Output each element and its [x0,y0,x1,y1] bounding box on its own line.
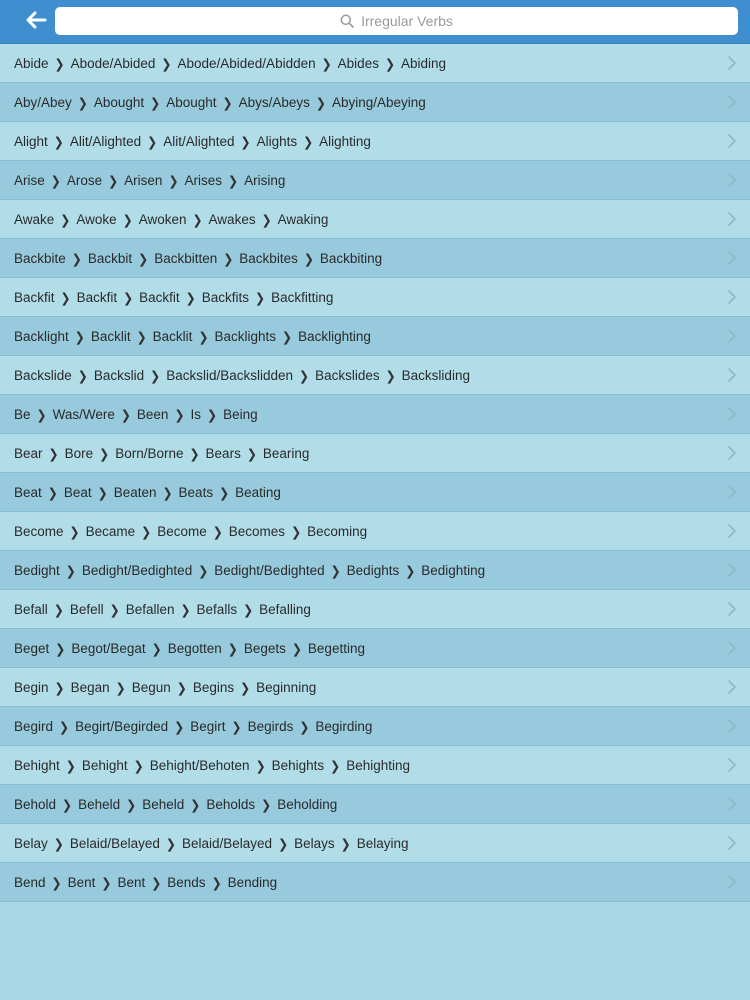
verb-forms [14,641,365,656]
separator-chevron-icon: ❯ [53,133,64,150]
separator-chevron-icon: ❯ [59,718,70,735]
separator-chevron-icon: ❯ [126,796,137,813]
verb-form: Behights [271,757,325,773]
verb-form: Backfit [14,289,55,305]
verb-row[interactable] [0,317,750,356]
verb-form: Backslides [315,367,380,383]
chevron-right-icon [727,484,737,500]
verb-forms [14,251,382,266]
verb-form: Backbitten [154,250,218,266]
verb-form: Beat [63,484,92,500]
verb-forms [14,524,367,539]
chevron-right-icon [727,640,737,656]
verb-form: Backlighting [298,328,371,344]
verb-forms [14,134,371,149]
separator-chevron-icon: ❯ [151,874,162,891]
separator-chevron-icon: ❯ [69,523,80,540]
chevron-right-icon [727,562,737,578]
separator-chevron-icon: ❯ [51,874,62,891]
separator-chevron-icon: ❯ [299,718,310,735]
verb-form: Backbiting [319,250,383,266]
separator-chevron-icon: ❯ [133,757,144,774]
separator-chevron-icon: ❯ [147,133,158,150]
separator-chevron-icon: ❯ [97,484,108,501]
verb-form: Befell [69,601,104,617]
separator-chevron-icon: ❯ [48,445,59,462]
separator-chevron-icon: ❯ [261,211,272,228]
verb-forms [14,563,485,578]
verb-form: Befalling [259,601,311,617]
verb-forms [14,407,258,422]
verb-form: Backlit [152,328,193,344]
verb-form: Backbite [14,250,66,266]
verb-form: Was/Were [52,406,115,422]
verb-form: Alit/Alighted [69,133,142,149]
separator-chevron-icon: ❯ [36,406,47,423]
verb-form: Alights [256,133,298,149]
separator-chevron-icon: ❯ [109,601,120,618]
verb-forms [14,485,281,500]
verb-row[interactable] [0,512,750,551]
separator-chevron-icon: ❯ [55,640,66,657]
verb-form: Begirt [190,718,226,734]
separator-chevron-icon: ❯ [185,289,196,306]
separator-chevron-icon: ❯ [74,328,85,345]
separator-chevron-icon: ❯ [384,55,396,72]
chevron-right-icon [727,718,737,734]
chevron-right-icon [727,94,737,110]
separator-chevron-icon: ❯ [47,484,58,501]
separator-chevron-icon: ❯ [261,796,272,813]
verb-form: Became [85,523,136,539]
chevron-right-icon [727,874,737,890]
chevron-right-icon [727,172,737,188]
separator-chevron-icon: ❯ [60,211,71,228]
separator-chevron-icon: ❯ [189,445,200,462]
verb-form: Become [157,523,207,539]
verb-row[interactable] [0,239,750,278]
verb-forms [14,875,277,890]
verb-form: Bore [64,445,94,461]
verb-form: Abys/Abeys [238,94,310,110]
verb-form: Begets [243,640,286,656]
verb-form: Bedight/Bedighted [81,562,193,578]
separator-chevron-icon: ❯ [219,484,230,501]
verb-form: Belay [14,835,48,851]
chevron-right-icon [727,367,737,383]
separator-chevron-icon: ❯ [165,835,176,852]
separator-chevron-icon: ❯ [53,835,64,852]
separator-chevron-icon: ❯ [174,406,185,423]
verb-form: Bedight [14,562,60,578]
chevron-right-icon [727,289,737,305]
verb-form: Backlight [14,328,69,344]
verb-form: Backlights [214,328,277,344]
verb-form: Begetting [307,640,365,656]
separator-chevron-icon: ❯ [108,172,119,189]
verb-form: Backfits [201,289,249,305]
verb-form: Beheld [142,796,185,812]
verb-row[interactable] [0,629,750,668]
separator-chevron-icon: ❯ [255,289,266,306]
separator-chevron-icon: ❯ [62,796,73,813]
separator-chevron-icon: ❯ [405,562,416,579]
verb-form: Beating [235,484,281,500]
search-input[interactable] [55,7,738,35]
verb-row[interactable] [0,83,750,122]
separator-chevron-icon: ❯ [101,874,112,891]
chevron-right-icon [727,445,737,461]
separator-chevron-icon: ❯ [211,874,222,891]
verb-form: Beheld [78,796,121,812]
verb-form: Bears [205,445,241,461]
separator-chevron-icon: ❯ [192,211,203,228]
verb-form: Begird [14,718,54,734]
verb-form: Be [14,406,31,422]
verb-form: Backslide [14,367,72,383]
verb-form: Begin [14,679,49,695]
verb-form: Backfitting [271,289,334,305]
separator-chevron-icon: ❯ [77,367,88,384]
verb-form: Behight [14,757,60,773]
separator-chevron-icon: ❯ [122,211,133,228]
verb-row[interactable] [0,356,750,395]
verb-form: Behold [14,796,57,812]
separator-chevron-icon: ❯ [53,601,64,618]
verb-forms [14,446,309,461]
separator-chevron-icon: ❯ [151,640,162,657]
verb-form: Bent [117,874,146,890]
verb-forms [14,95,426,110]
verb-form: Awake [14,211,55,227]
verb-form: Backfit [139,289,180,305]
verb-form: Alight [14,133,48,149]
verb-form: Arose [66,172,103,188]
verb-form: Abode/Abided [70,55,156,71]
verb-form: Begun [131,679,171,695]
verb-forms [14,797,337,812]
verb-form: Beginning [256,679,317,695]
verb-form: Abode/Abided/Abidden [177,55,316,71]
verb-form: Bends [167,874,206,890]
verb-form: Aby/Abey [14,94,72,110]
separator-chevron-icon: ❯ [231,718,242,735]
verb-form: Abides [337,55,379,71]
separator-chevron-icon: ❯ [65,562,76,579]
verb-form: Arise [14,172,45,188]
verb-form: Begirt/Begirded [75,718,169,734]
separator-chevron-icon: ❯ [303,250,314,267]
separator-chevron-icon: ❯ [385,367,396,384]
chevron-right-icon [727,55,737,71]
verb-row[interactable] [0,863,750,902]
verb-form: Abying/Abeying [331,94,426,110]
verb-form: Become [14,523,64,539]
verb-form: Awoke [76,211,117,227]
verb-forms [14,680,316,695]
chevron-right-icon [727,133,737,149]
verb-form: Behight [81,757,128,773]
separator-chevron-icon: ❯ [240,133,251,150]
verb-row[interactable] [0,590,750,629]
separator-chevron-icon: ❯ [198,562,209,579]
verb-row[interactable] [0,434,750,473]
back-arrow-icon [25,11,47,29]
verb-form: Belaying [356,835,409,851]
verb-form: Begirds [247,718,294,734]
verb-row[interactable] [0,707,750,746]
verb-forms [14,758,410,773]
verb-form: Born/Borne [115,445,184,461]
separator-chevron-icon: ❯ [141,523,152,540]
verb-form: Alighting [319,133,371,149]
verb-form: Begot/Begat [71,640,146,656]
separator-chevron-icon: ❯ [60,289,71,306]
separator-chevron-icon: ❯ [222,94,233,111]
separator-chevron-icon: ❯ [255,757,266,774]
verb-form: Behighting [346,757,411,773]
separator-chevron-icon: ❯ [190,796,201,813]
verb-form: Abought [93,94,145,110]
separator-chevron-icon: ❯ [303,133,314,150]
separator-chevron-icon: ❯ [315,94,326,111]
verb-form: Bent [67,874,96,890]
verb-form: Awoken [138,211,187,227]
verb-form: Bedighting [421,562,486,578]
verb-form: Beget [14,640,50,656]
separator-chevron-icon: ❯ [321,55,332,72]
separator-chevron-icon: ❯ [77,94,88,111]
separator-chevron-icon: ❯ [291,640,302,657]
verb-form: Begirding [315,718,373,734]
verb-form: Becoming [307,523,368,539]
separator-chevron-icon: ❯ [227,640,238,657]
separator-chevron-icon: ❯ [168,172,179,189]
verb-form: Befallen [125,601,175,617]
separator-chevron-icon: ❯ [120,406,131,423]
verb-form: Abiding [401,55,447,71]
verb-form: Backslid/Backslidden [166,367,294,383]
separator-chevron-icon: ❯ [174,718,185,735]
verb-forms [14,56,446,71]
separator-chevron-icon: ❯ [291,523,302,540]
verb-row[interactable] [0,668,750,707]
verb-form: Abought [166,94,217,110]
separator-chevron-icon: ❯ [243,601,254,618]
verb-form: Backbites [239,250,298,266]
verb-form: Beaten [113,484,157,500]
separator-chevron-icon: ❯ [207,406,218,423]
verb-form: Bear [14,445,43,461]
verb-row[interactable] [0,200,750,239]
verb-form: Backfit [76,289,118,305]
separator-chevron-icon: ❯ [123,289,134,306]
verb-form: Backsliding [401,367,470,383]
separator-chevron-icon: ❯ [150,367,161,384]
chevron-right-icon [727,523,737,539]
verb-list [0,44,750,902]
verb-form: Bend [14,874,46,890]
verb-form: Being [223,406,258,422]
separator-chevron-icon: ❯ [138,250,149,267]
verb-form: Begotten [167,640,222,656]
verb-forms [14,290,333,305]
verb-forms [14,836,409,851]
chevron-right-icon [727,796,737,812]
verb-form: Belaid/Belayed [181,835,273,851]
verb-row[interactable] [0,785,750,824]
separator-chevron-icon: ❯ [54,55,65,72]
verb-form: Arisen [124,172,163,188]
separator-chevron-icon: ❯ [65,757,76,774]
chevron-right-icon [727,328,737,344]
separator-chevron-icon: ❯ [198,328,209,345]
separator-chevron-icon: ❯ [71,250,82,267]
separator-chevron-icon: ❯ [330,562,341,579]
verb-forms [14,368,470,383]
separator-chevron-icon: ❯ [176,679,187,696]
separator-chevron-icon: ❯ [50,172,61,189]
verb-forms [14,602,311,617]
verb-row[interactable] [0,161,750,200]
magnifier-icon [340,14,354,28]
search-placeholder: Irregular Verbs [361,13,453,29]
verb-form: Bedights [346,562,400,578]
verb-row[interactable] [0,278,750,317]
chevron-right-icon [727,679,737,695]
verb-row[interactable] [0,395,750,434]
verb-row[interactable] [0,44,750,83]
separator-chevron-icon: ❯ [162,484,173,501]
verb-row[interactable] [0,473,750,512]
verb-form: Beholding [277,796,338,812]
verb-form: Begins [192,679,235,695]
verb-form: Backbit [87,250,133,266]
chevron-right-icon [727,250,737,266]
verb-form: Belaid/Belayed [69,835,160,851]
separator-chevron-icon: ❯ [246,445,257,462]
separator-chevron-icon: ❯ [136,328,147,345]
separator-chevron-icon: ❯ [115,679,126,696]
verb-form: Arises [184,172,223,188]
verb-form: Befall [14,601,48,617]
separator-chevron-icon: ❯ [278,835,289,852]
separator-chevron-icon: ❯ [223,250,234,267]
verb-form: Becomes [228,523,286,539]
verb-form: Belays [294,835,335,851]
verb-form: Bearing [262,445,310,461]
verb-form: Beats [178,484,214,500]
separator-chevron-icon: ❯ [228,172,239,189]
separator-chevron-icon: ❯ [161,55,172,72]
chevron-right-icon [727,835,737,851]
chevron-right-icon [727,757,737,773]
separator-chevron-icon: ❯ [150,94,161,111]
chevron-right-icon [727,406,737,422]
verb-form: Arising [244,172,286,188]
separator-chevron-icon: ❯ [299,367,310,384]
separator-chevron-icon: ❯ [99,445,110,462]
verb-form: Began [70,679,110,695]
verb-form: Bending [227,874,278,890]
verb-form: Bedight/Bedighted [214,562,325,578]
verb-row[interactable] [0,824,750,863]
verb-row[interactable] [0,746,750,785]
separator-chevron-icon: ❯ [180,601,191,618]
verb-row[interactable] [0,551,750,590]
separator-chevron-icon: ❯ [340,835,351,852]
verb-form: Awaking [277,211,329,227]
separator-chevron-icon: ❯ [330,757,341,774]
verb-form: Backlit [90,328,131,344]
verb-form: Backslid [93,367,145,383]
back-button[interactable] [20,6,52,34]
verb-form: Been [136,406,169,422]
verb-forms [14,329,371,344]
verb-forms [14,212,328,227]
verb-forms [14,719,372,734]
verb-form: Is [190,406,202,422]
chevron-right-icon [727,601,737,617]
separator-chevron-icon: ❯ [240,679,251,696]
verb-form: Beat [14,484,42,500]
verb-form: Beholds [206,796,256,812]
verb-form: Behight/Behoten [149,757,250,773]
verb-row[interactable] [0,122,750,161]
separator-chevron-icon: ❯ [54,679,65,696]
separator-chevron-icon: ❯ [282,328,293,345]
verb-forms [14,173,285,188]
verb-form: Abide [14,55,49,71]
verb-form: Alit/Alighted [163,133,235,149]
verb-form: Befalls [196,601,238,617]
separator-chevron-icon: ❯ [212,523,223,540]
verb-form: Awakes [208,211,256,227]
chevron-right-icon [727,211,737,227]
top-bar [0,0,750,44]
